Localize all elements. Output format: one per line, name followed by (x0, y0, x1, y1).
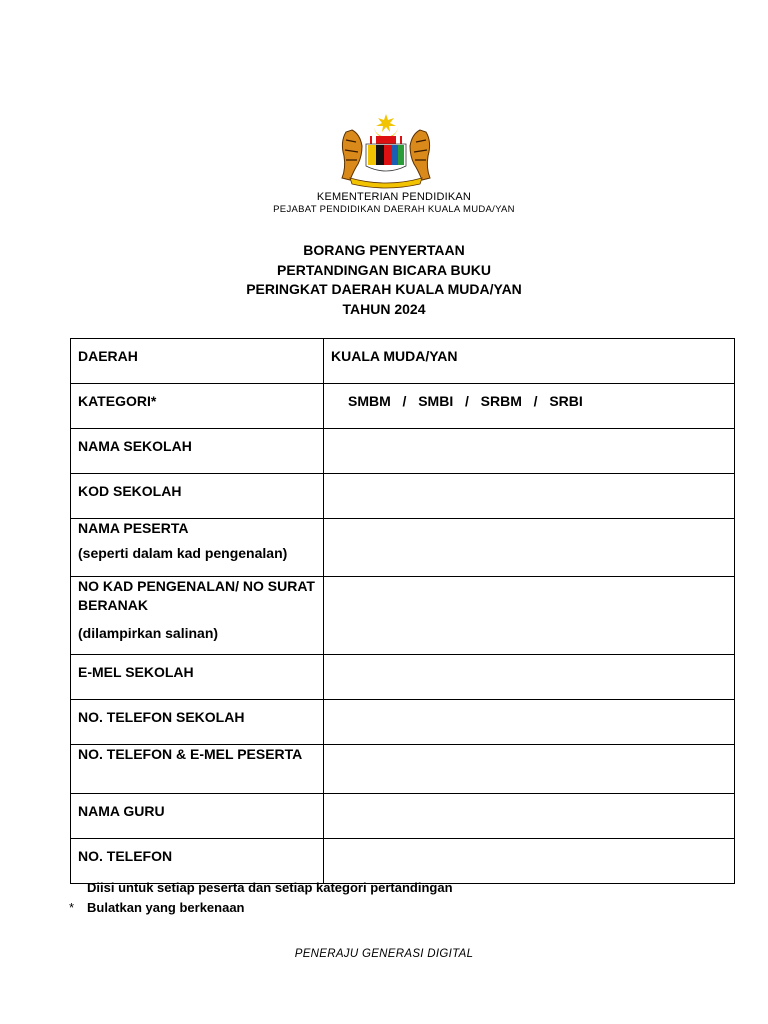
registration-form-table (70, 338, 735, 884)
coat-of-arms-icon (336, 112, 436, 190)
participant-contact-field[interactable] (324, 745, 735, 794)
row-label: KATEGORI* (71, 384, 324, 429)
title-line-2: PERTANDINGAN BICARA BUKU (277, 261, 491, 278)
note-circle-text: Bulatkan yang berkenaan (87, 900, 245, 915)
table-row (71, 745, 735, 794)
school-code-field[interactable] (324, 474, 735, 519)
row-label: NO KAD PENGENALAN/ NO SURAT BERANAK (78, 578, 315, 613)
row-label: NAMA PESERTA (78, 520, 189, 536)
row-sublabel: (dilampirkan salinan) (78, 625, 219, 641)
form-title (0, 241, 768, 319)
note-fill-instruction: Diisi untuk setiap peserta dan setiap kategori pertandingan (87, 880, 453, 895)
title-line-4: TAHUN 2024 (342, 300, 426, 317)
table-row (71, 839, 735, 884)
row-label: NAMA SEKOLAH (71, 429, 324, 474)
title-line-3: PERINGKAT DAERAH KUALA MUDA/YAN (246, 281, 522, 297)
asterisk-marker: * (69, 900, 75, 915)
row-label: DAERAH (71, 339, 324, 384)
table-row (71, 794, 735, 839)
title-line-1: BORANG PENYERTAAN (303, 242, 465, 258)
row-label: NO. TELEFON & E-MEL PESERTA (71, 745, 324, 794)
row-value: KUALA MUDA/YAN (324, 339, 735, 384)
row-label: E-MEL SEKOLAH (71, 655, 324, 700)
table-row (71, 577, 735, 655)
table-row (71, 339, 735, 384)
participant-name-field[interactable] (324, 519, 735, 577)
teacher-phone-field[interactable] (324, 839, 735, 884)
table-row (71, 474, 735, 519)
school-phone-field[interactable] (324, 700, 735, 745)
note-circle-instruction (69, 900, 245, 915)
ministry-header (0, 191, 768, 216)
row-sublabel: (seperti dalam kad pengenalan) (78, 545, 288, 561)
id-number-field[interactable] (324, 577, 735, 655)
category-options-text: SMBM / SMBI / SRBM / SRBI (348, 393, 583, 409)
row-label-cell (71, 519, 324, 577)
ministry-name: KEMENTERIAN PENDIDIKAN (316, 191, 472, 203)
table-row (71, 384, 735, 429)
table-row (71, 655, 735, 700)
table-row (71, 700, 735, 745)
row-label: NO. TELEFON (71, 839, 324, 884)
table-row (71, 429, 735, 474)
footer-tagline: PENERAJU GENERASI DIGITAL (294, 948, 474, 960)
school-name-field[interactable] (324, 429, 735, 474)
row-label: KOD SEKOLAH (71, 474, 324, 519)
row-label-cell (71, 577, 324, 655)
teacher-name-field[interactable] (324, 794, 735, 839)
school-email-field[interactable] (324, 655, 735, 700)
row-label: NO. TELEFON SEKOLAH (71, 700, 324, 745)
row-label: NAMA GURU (71, 794, 324, 839)
office-name: PEJABAT PENDIDIKAN DAERAH KUALA MUDA/YAN (273, 204, 515, 215)
table-row (71, 519, 735, 577)
category-options[interactable] (324, 384, 735, 429)
